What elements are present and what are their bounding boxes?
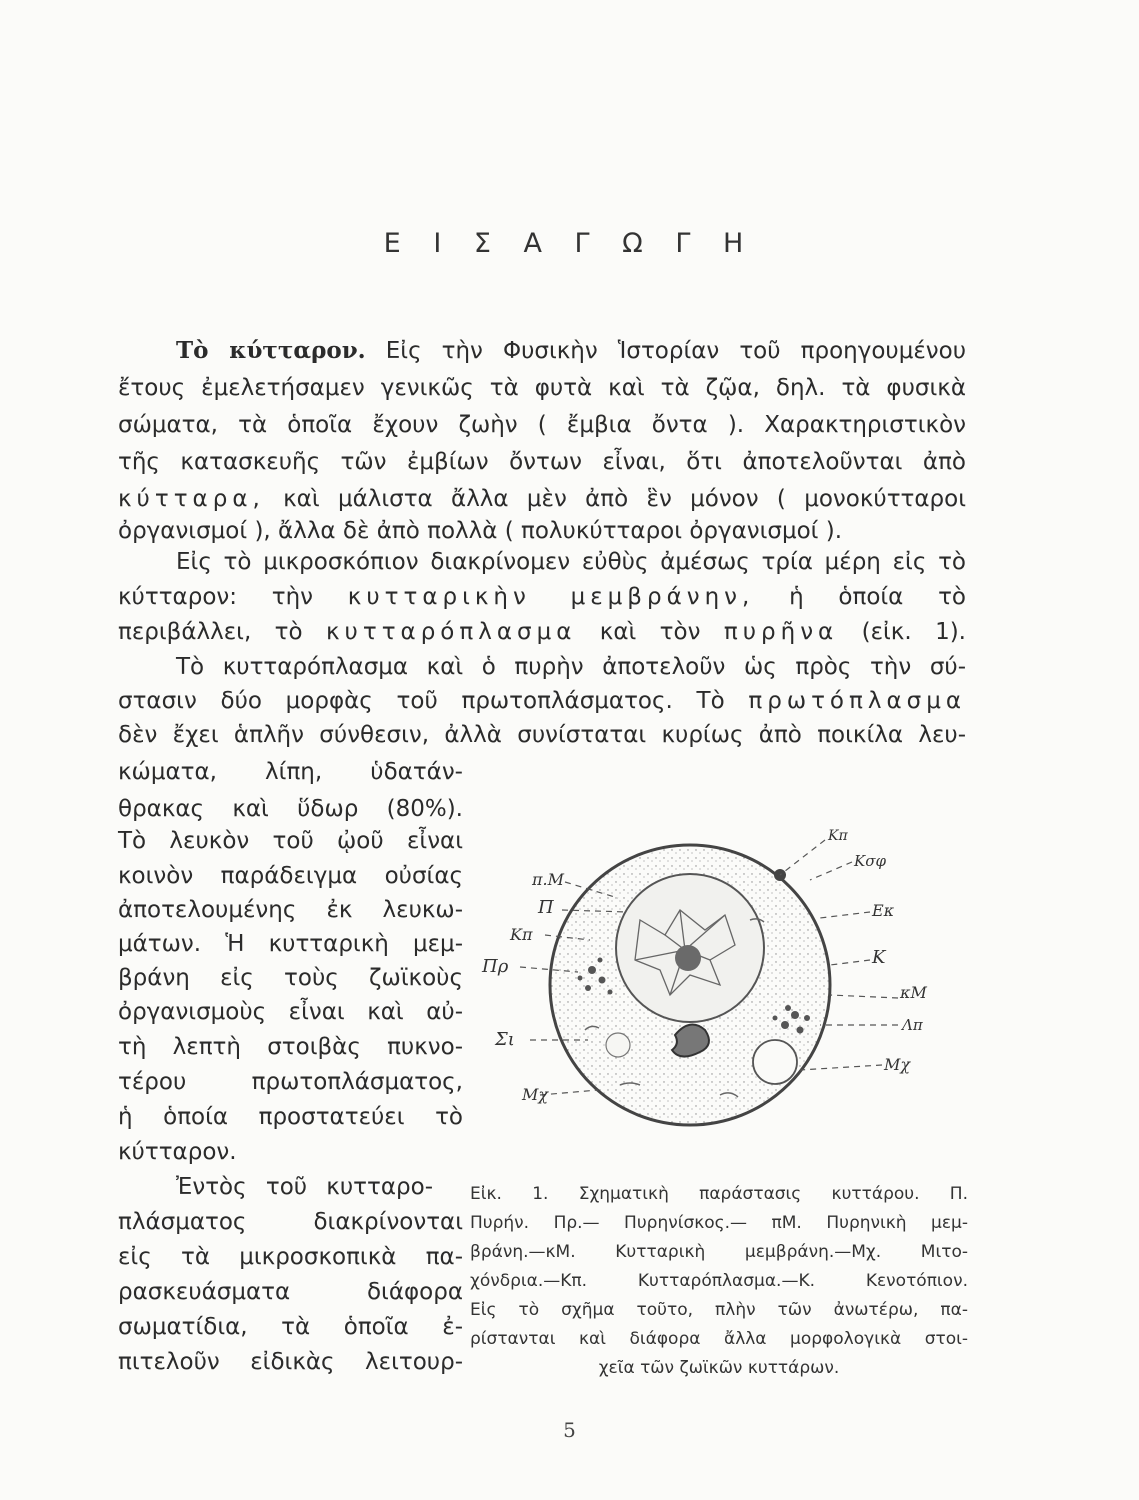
para4-line6: πιτελοῦν εἰδικὰς λειτουρ- xyxy=(118,1349,463,1375)
para2-line1: Εἰς τὸ μικροσκόπιον διακρίνομεν εὐθὺς ἀμέσως τρία μέρη εἰς τὸ xyxy=(176,549,966,575)
spaced-term-kyttara: κύτταρα, xyxy=(118,486,265,512)
para3-line15: κύτταρον. xyxy=(118,1139,237,1165)
para4-line4: ρασκευάσματα διάφορα xyxy=(118,1279,463,1305)
label-Si: Σι xyxy=(495,1029,515,1050)
para3-line6: Τὸ λευκὸν τοῦ ᾠοῦ εἶναι xyxy=(118,828,463,854)
para4-line2: πλάσματος διακρίνονται xyxy=(118,1209,463,1235)
para3-line9: μάτων. Ἡ κυτταρικὴ μεμ- xyxy=(118,931,463,957)
label-Ek: Εκ xyxy=(872,901,895,920)
para4-line3: εἰς τὰ μικροσκοπικὰ πα- xyxy=(118,1244,463,1270)
para2-line2: κύτταρον: τὴν κυτταρικὴν μεμβράνην, ἡ ὁποία τὸ xyxy=(118,584,967,610)
para3-line11: ὀργανισμοὺς εἶναι καὶ αὐ- xyxy=(118,999,463,1025)
cell-diagram xyxy=(470,800,970,1130)
label-Kp-left: Κπ xyxy=(510,925,533,944)
para3-line14: ἡ ὁποία προστατεύει τὸ xyxy=(118,1104,463,1130)
page-number: 5 xyxy=(563,1418,576,1442)
caption-line4: χόνδρια.—Κπ. Κυτταρόπλασμα.—Κ. Κενοτόπιον. xyxy=(470,1271,968,1291)
para1-line2: ἔτους ἐμελετήσαμεν γενικῶς τὰ φυτὰ καὶ τὰ ζῷα, δηλ. τὰ φυσικὰ xyxy=(118,375,966,401)
label-K: Κ xyxy=(872,947,886,968)
caption-line5: Εἰς τὸ σχῆμα τοῦτο, πλὴν τῶν ἀνωτέρω, πα- xyxy=(470,1300,968,1320)
para1-line3: σώματα, τὰ ὁποῖα ἔχουν ζωὴν ( ἔμβια ὄντα ). Χαρακτηριστικὸν xyxy=(118,412,966,438)
label-Kp-top: Κπ xyxy=(828,828,848,844)
para3-line3: δὲν ἔχει ἁπλῆν σύνθεσιν, ἀλλὰ συνίσταται κυρίως ἀπὸ ποικίλα λευ- xyxy=(118,722,966,748)
para4-line1: Ἐντὸς τοῦ κυτταρο- xyxy=(176,1174,433,1200)
para1-line1: Τὸ κύτταρον. Εἰς τὴν Φυσικὴν Ἱστορίαν τοῦ προηγουμένου xyxy=(176,337,967,364)
para3-line5: θρακας καὶ ὕδωρ (80%). xyxy=(118,796,463,822)
para1-line4: τῆς κατασκευῆς τῶν ἐμβίων ὄντων εἶναι, ὅτι ἀποτελοῦνται ἀπὸ xyxy=(118,449,966,475)
spaced-term-nucleus: πυρῆνα xyxy=(723,619,839,645)
caption-line7: χεῖα τῶν ζωϊκῶν κυττάρων. xyxy=(598,1358,840,1378)
para2-line3: περιβάλλει, τὸ κυτταρόπλασμα καὶ τὸν πυρῆνα (εἰκ. 1). xyxy=(118,619,966,645)
vacuole-left xyxy=(606,1033,630,1057)
spaced-term-membrane: κυτταρικὴν μεμβράνην, xyxy=(347,584,755,610)
para3-line4: κώματα, λίπη, ὑδατάν- xyxy=(118,759,463,785)
para3-line13: τέρου πρωτοπλάσματος, xyxy=(118,1069,463,1095)
label-Lp: Λπ xyxy=(902,1016,923,1034)
para3-line10: βράνη εἰς τοὺς ζωϊκοὺς xyxy=(118,965,463,991)
spaced-term-cytoplasm: κυτταρόπλασμα xyxy=(325,619,577,645)
chapter-heading: Ε Ι Σ Α Γ Ω Γ Η xyxy=(383,228,756,259)
para3-line1: Τὸ κυτταρόπλασμα καὶ ὁ πυρὴν ἀποτελοῦν ὡς πρὸς τὴν σύ- xyxy=(176,654,966,680)
para3-line2: στασιν δύο μορφὰς τοῦ πρωτοπλάσματος. Τὸ πρωτόπλασμα xyxy=(118,688,966,714)
caption-line3: βράνη.—κΜ. Κυτταρικὴ μεμβράνη.—Μχ. Μιτο- xyxy=(470,1242,968,1262)
caption-line2: Πυρήν. Πρ.— Πυρηνίσκος.— πΜ. Πυρηνικὴ μεμ- xyxy=(470,1213,968,1233)
para3-line12: τὴ λεπτὴ στοιβὰς πυκνο- xyxy=(118,1034,463,1060)
caption-line6: ρίστανται καὶ διάφορα ἄλλα μορφολογικὰ στοι- xyxy=(470,1329,968,1349)
para3-line8: ἀποτελουμένης ἐκ λευκω- xyxy=(118,897,463,923)
label-Ksf: Κσφ xyxy=(854,852,886,870)
label-pM: π.Μ xyxy=(532,870,564,889)
para1-line5: κύτταρα, καὶ μάλιστα ἄλλα μὲν ἀπὸ ἓν μόνον ( μονοκύτταροι xyxy=(118,486,967,512)
label-Mx-right: Μχ xyxy=(884,1055,911,1074)
label-Mx-left: Μχ xyxy=(522,1085,549,1104)
label-P: Π xyxy=(538,897,554,918)
spaced-term-protoplasm: πρωτόπλασμα xyxy=(748,688,966,714)
para3-line7: κοινὸν παράδειγμα οὐσίας xyxy=(118,863,463,889)
nucleolus xyxy=(675,945,701,971)
para4-line5: σωματίδια, τὰ ὁποῖα ἐ- xyxy=(118,1314,463,1340)
caption-line1: Εἰκ. 1. Σχηματικὴ παράστασις κυττάρου. Π. xyxy=(470,1184,968,1204)
vacuole-right xyxy=(753,1040,797,1084)
label-Pr: Πρ xyxy=(482,956,509,977)
label-kM: κΜ xyxy=(900,983,927,1002)
para1-line6: ὀργανισμοί ), ἄλλα δὲ ἀπὸ πολλὰ ( πολυκύτταροι ὀργανισμοί ). xyxy=(118,518,843,544)
bold-term: Τὸ κύτταρον. xyxy=(176,337,366,364)
